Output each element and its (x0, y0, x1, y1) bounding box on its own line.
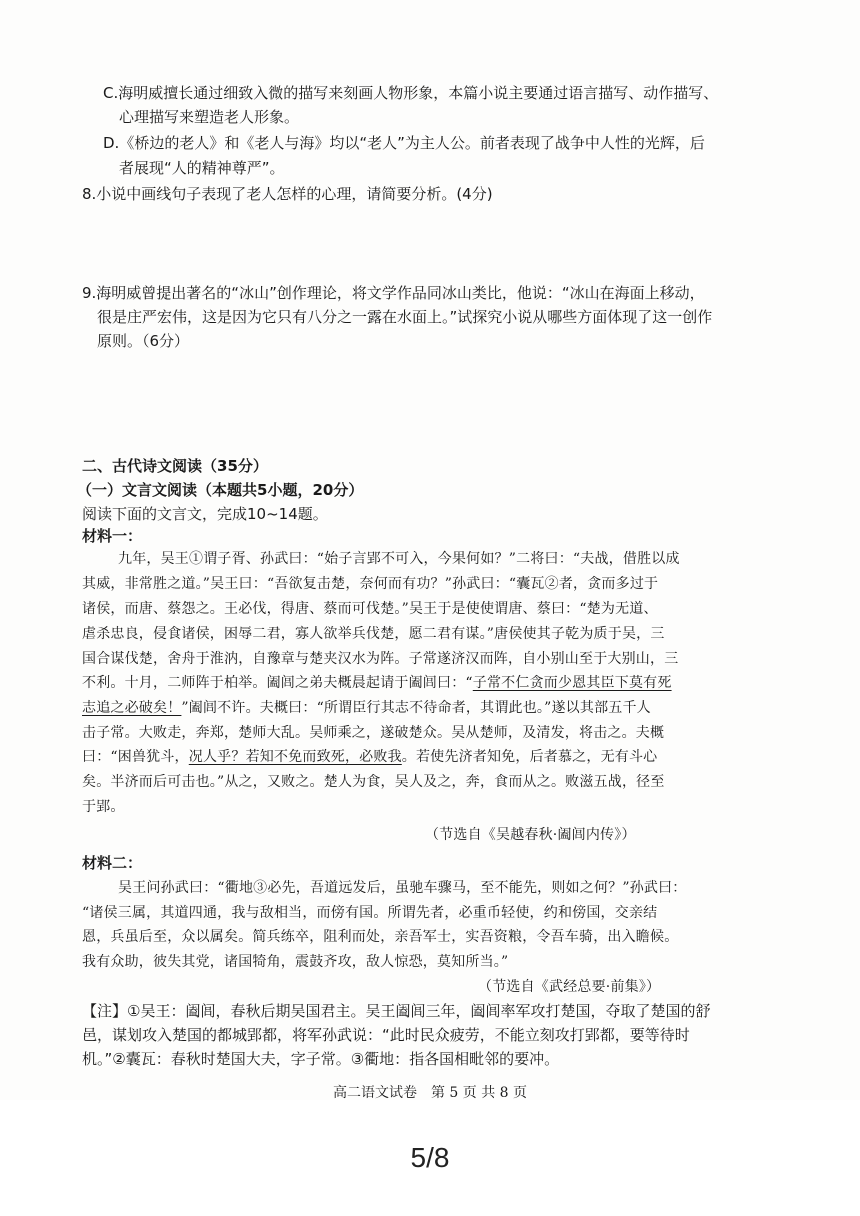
page-indicator: 5/8 (410, 1142, 450, 1173)
material-2-line3: 恩，兵虽后至，众以属矣。简兵练卒，阻利而处，亲吾军士，实吾资粮，令吾车骑，出入瞻候。 (82, 929, 679, 945)
material-2-source: （节选自《武经总要·前集》） (478, 979, 661, 995)
material-2-line1: 吴王问孙武曰：“衢地③必先，吾道远发后，虽驰车骤马，至不能先，则如之何？”孙武曰： (118, 880, 687, 896)
question-9-line2: 很是庄严宏伟，这是因为它只有八分之一露在水面上。”试探究小说从哪些方面体现了这一创作 (97, 308, 713, 326)
underlined-sentence-3: 况人乎？若知不免而致死，必败我 (188, 749, 402, 765)
q7-option-c-line1: C.海明威擅长通过细致入微的描写来刻画人物形象，本篇小说主要通过语言描写、动作描写、 (103, 84, 719, 102)
material-1-line9 (82, 746, 657, 768)
q7-option-d-line2: 者展现“人的精神尊严”。 (119, 159, 285, 177)
material-1-line3: 诸侯，而唐、蔡怨之。王必伐，得唐、蔡而可伐楚。”吴王于是使使谓唐、蔡曰：“楚为无道、 (82, 601, 658, 617)
material-1-line7 (82, 697, 651, 719)
note-line1: 【注】①吴王：阖闾，春秋后期吴国君主。吴王阖闾三年，阖闾率军攻打楚国，夺取了楚国的舒 (82, 1002, 711, 1020)
material-1-line2: 其威，非常胜之道。”吴王曰：“吾欲复击楚，奈何而有功？”孙武曰：“囊瓦②者，贪而多过于 (82, 576, 659, 592)
q7-option-c-line2: 心理描写来塑造老人形象。 (119, 108, 300, 126)
section-2-subtitle: （一）文言文阅读（本题共5小题，20分） (77, 481, 364, 499)
material-2-label: 材料二： (82, 854, 143, 872)
section-2-instruction: 阅读下面的文言文，完成10~14题。 (82, 505, 328, 523)
material-2-line2: “诸侯三属，其道四通，我与敌相当，而傍有国。所谓先者，必重币轻使，约和傍国，交亲结 (82, 905, 658, 921)
question-8: 8.小说中画线句子表现了老人怎样的心理，请简要分析。(4分) (82, 185, 493, 203)
material-1-line8: 击子常。大败走，奔郑，楚师大乱。吴师乘之，遂破楚众。吴从楚师，及清发，将击之。夫概 (82, 725, 665, 741)
material-2-line4: 我有众助，彼失其党，诸国犄角，震鼓齐攻，敌人惊恐，莫知所当。” (82, 954, 509, 970)
material-1-line10: 矣。半济而后可击也。”从之，又败之。楚人为食，吴人及之，奔，食而从之。败滋五战，径至 (82, 774, 665, 790)
material-1-line6 (82, 672, 672, 694)
underlined-sentence-part2: 志追之必破矣！ (82, 700, 182, 716)
note-line3: 机。”②囊瓦：春秋时楚国大夫，字子常。③衢地：指各国相毗邻的要冲。 (82, 1050, 560, 1068)
page-footer: 高二语文试卷 第 5 页 共 8 页 (332, 1085, 528, 1101)
material-1-line4: 虐杀忠良，侵食诸侯，困辱二君，寡人欲举兵伐楚，愿二君有谋。”唐侯使其子乾为质于吴，三 (82, 626, 665, 642)
underlined-sentence-part1: 子常不仁贪而少恩其臣下莫有死 (472, 675, 672, 691)
section-2-title: 二、古代诗文阅读（35分） (82, 457, 268, 475)
question-9-line3: 原则。（6分） (97, 332, 190, 350)
material-1-line6-text: 不利。十月，二师阵于柏举。阖闾之弟夫概晨起请于阖闾曰：“ (82, 675, 473, 691)
note-line2: 邑，谋划攻入楚国的都城郢都，将军孙武说：“此时民众疲劳，不能立刻攻打郢都，要等待时 (82, 1026, 690, 1044)
question-9-line1: 9.海明威曾提出著名的“冰山”创作理论，将文学作品同冰山类比，他说：“冰山在海面上移动， (82, 284, 705, 302)
material-1-line9-text-a: 曰：“困兽犹斗， (82, 749, 189, 765)
material-1-line5: 国合谋伐楚，舍舟于淮汭，自豫章与楚夹汉水为阵。子常遂济汉而阵，自小别山至于大别山，三 (82, 651, 679, 667)
material-1-line9-text-c: 。若使先济者知免，后者慕之，无有斗心 (401, 749, 658, 765)
material-1-line7-text: ”阖闾不许。夫概曰：“所谓臣行其志不待命者，其谓此也。”遂以其部五千人 (181, 700, 651, 716)
q7-option-d-line1: D.《桥边的老人》和《老人与海》均以“老人”为主人公。前者表现了战争中人性的光辉，后 (103, 134, 705, 152)
material-1-source: （节选自《吴越春秋·阖闾内传》） (425, 827, 636, 843)
material-1-label: 材料一： (82, 527, 143, 545)
material-1-line11: 于郢。 (82, 799, 125, 815)
material-1-line1: 九年，吴王①谓子胥、孙武曰：“始子言郢不可入，今果何如？”二将曰：“夫战，借胜以成 (118, 551, 680, 567)
